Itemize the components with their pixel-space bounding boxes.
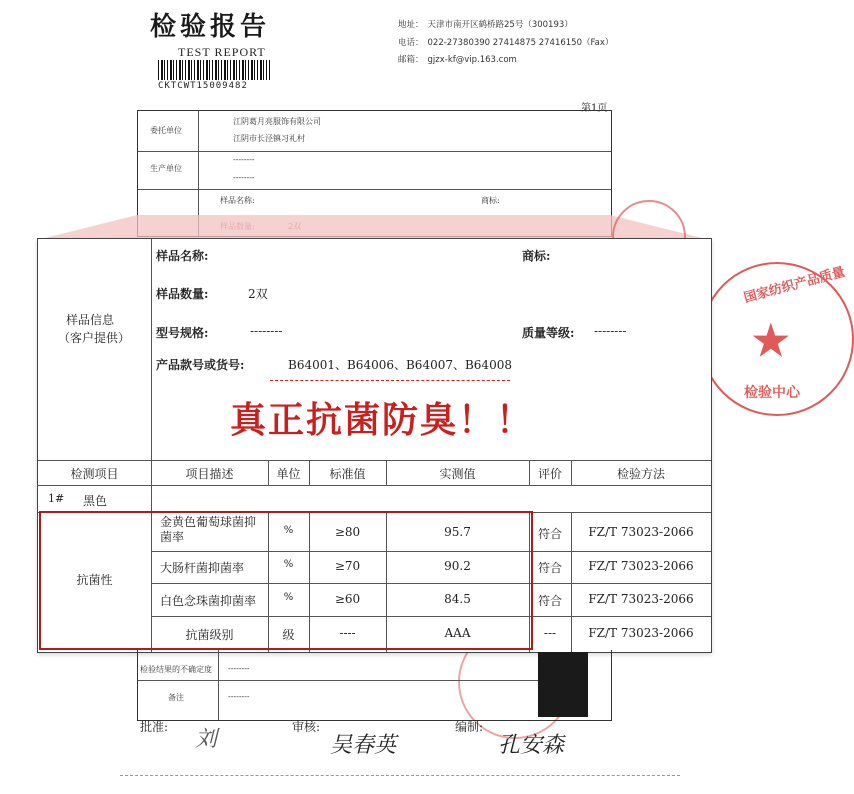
review-signature: 吴春英 — [330, 733, 397, 758]
stamp-star-icon: ★ — [752, 316, 790, 365]
compile-signature: 孔安森 — [498, 733, 565, 758]
approve-signature: 刘 — [195, 727, 218, 752]
page-number: 第1页 — [581, 103, 608, 114]
bg-sample-name-label: 样品名称: — [220, 196, 255, 205]
client-label: 委托单位 — [150, 126, 182, 135]
row2-method: FZ/T 73023-2066 — [588, 559, 694, 573]
remark-value: -------- — [228, 692, 250, 701]
row1-method: FZ/T 73023-2066 — [588, 525, 694, 539]
inspection-stamp — [700, 262, 854, 416]
row3-unit: % — [283, 592, 294, 603]
contact-email: 邮箱： gjzx-kf@vip.163.com — [398, 55, 517, 65]
quality-grade-value: -------- — [594, 324, 627, 338]
producer-label: 生产单位 — [150, 164, 182, 173]
brand-label: 商标: — [522, 249, 551, 263]
style-number-label: 产品款号或货号: — [156, 358, 245, 372]
row2-eval: 符合 — [537, 561, 562, 575]
sample-name-label: 样品名称: — [156, 249, 209, 263]
group-color: 黑色 — [83, 494, 108, 508]
paper-edge — [120, 775, 680, 776]
report-number: CKTCWT15009482 — [158, 81, 248, 91]
row3-method: FZ/T 73023-2066 — [588, 592, 694, 606]
sample-info-label: 样品信息 — [66, 313, 115, 327]
remark-label: 备注 — [168, 693, 184, 702]
client-name: 江阴葛月亮服饰有限公司 — [233, 117, 321, 126]
producer-value: -------- — [233, 155, 255, 164]
row1-desc: 金黄色葡萄球菌抑菌率 — [160, 515, 257, 544]
row4-method: FZ/T 73023-2066 — [588, 626, 694, 640]
slogan-dashed-line — [270, 380, 510, 381]
row1-std: ≥80 — [334, 525, 361, 539]
col-header-method: 检验方法 — [616, 467, 665, 481]
quality-grade-label: 质量等级: — [522, 326, 575, 340]
col-header-measured: 实测值 — [439, 467, 476, 481]
row3-measured: 84.5 — [444, 592, 471, 606]
sample-qty-value: 2双 — [248, 287, 268, 301]
producer-value-2: -------- — [233, 173, 255, 182]
col-header-standard: 标准值 — [329, 467, 366, 481]
col-header-desc: 项目描述 — [185, 467, 234, 481]
redaction-block — [538, 652, 588, 717]
row3-std: ≥60 — [334, 592, 361, 606]
antibacterial-highlight-box — [39, 511, 533, 650]
uncertainty-value: -------- — [228, 664, 250, 673]
row3-eval: 符合 — [537, 594, 562, 608]
row4-desc: 抗菌级别 — [185, 628, 234, 642]
sample-info-sublabel: （客户提供） — [58, 331, 131, 345]
review-label: 审核: — [292, 720, 321, 734]
model-spec-label: 型号规格: — [156, 326, 209, 340]
approve-label: 批准: — [140, 720, 169, 734]
group-number: 1# — [48, 492, 65, 505]
row2-desc: 大肠杆菌抑菌率 — [160, 561, 245, 575]
sample-qty-label: 样品数量: — [156, 287, 209, 301]
barcode-image — [158, 60, 270, 80]
compile-label: 编制: — [455, 720, 484, 734]
row1-measured: 95.7 — [444, 525, 471, 539]
stamp-text-top: 国家纺织产品质量 — [742, 264, 847, 307]
col-header-evaluation: 评价 — [537, 467, 562, 481]
row4-measured: AAA — [444, 626, 471, 640]
col-header-item: 检测项目 — [70, 467, 119, 481]
uncertainty-label: 检验结果的不确定度 — [140, 665, 212, 674]
row4-unit: 级 — [282, 628, 295, 642]
col-header-unit: 单位 — [276, 467, 301, 481]
contact-phone: 电话： 022-27380390 27414875 27416150（Fax） — [398, 38, 614, 48]
bg-brand-label: 商标: — [481, 196, 500, 205]
row1-eval: 符合 — [537, 527, 562, 541]
row4-eval: --- — [543, 626, 557, 640]
client-address: 江阴市长泾镇习礼村 — [233, 134, 305, 143]
item-antibacterial: 抗菌性 — [76, 573, 113, 587]
row2-unit: % — [283, 559, 294, 570]
report-title-en: TEST REPORT — [178, 45, 266, 59]
row3-desc: 白色念珠菌抑菌率 — [160, 594, 257, 608]
row2-measured: 90.2 — [444, 559, 471, 573]
model-spec-value: -------- — [250, 324, 283, 338]
row2-std: ≥70 — [334, 559, 361, 573]
row1-unit: % — [283, 525, 294, 536]
style-number-value: B64001、B64006、B64007、B64008 — [288, 358, 512, 372]
row4-std: ---- — [339, 626, 356, 640]
slogan-text: 真正抗菌防臭！！ — [230, 400, 535, 441]
stamp-text-bottom: 检验中心 — [744, 385, 800, 401]
report-title-cn: 检验报告 — [150, 12, 271, 42]
contact-address: 地址： 天津市南开区鹤桥路25号（300193） — [398, 20, 573, 30]
